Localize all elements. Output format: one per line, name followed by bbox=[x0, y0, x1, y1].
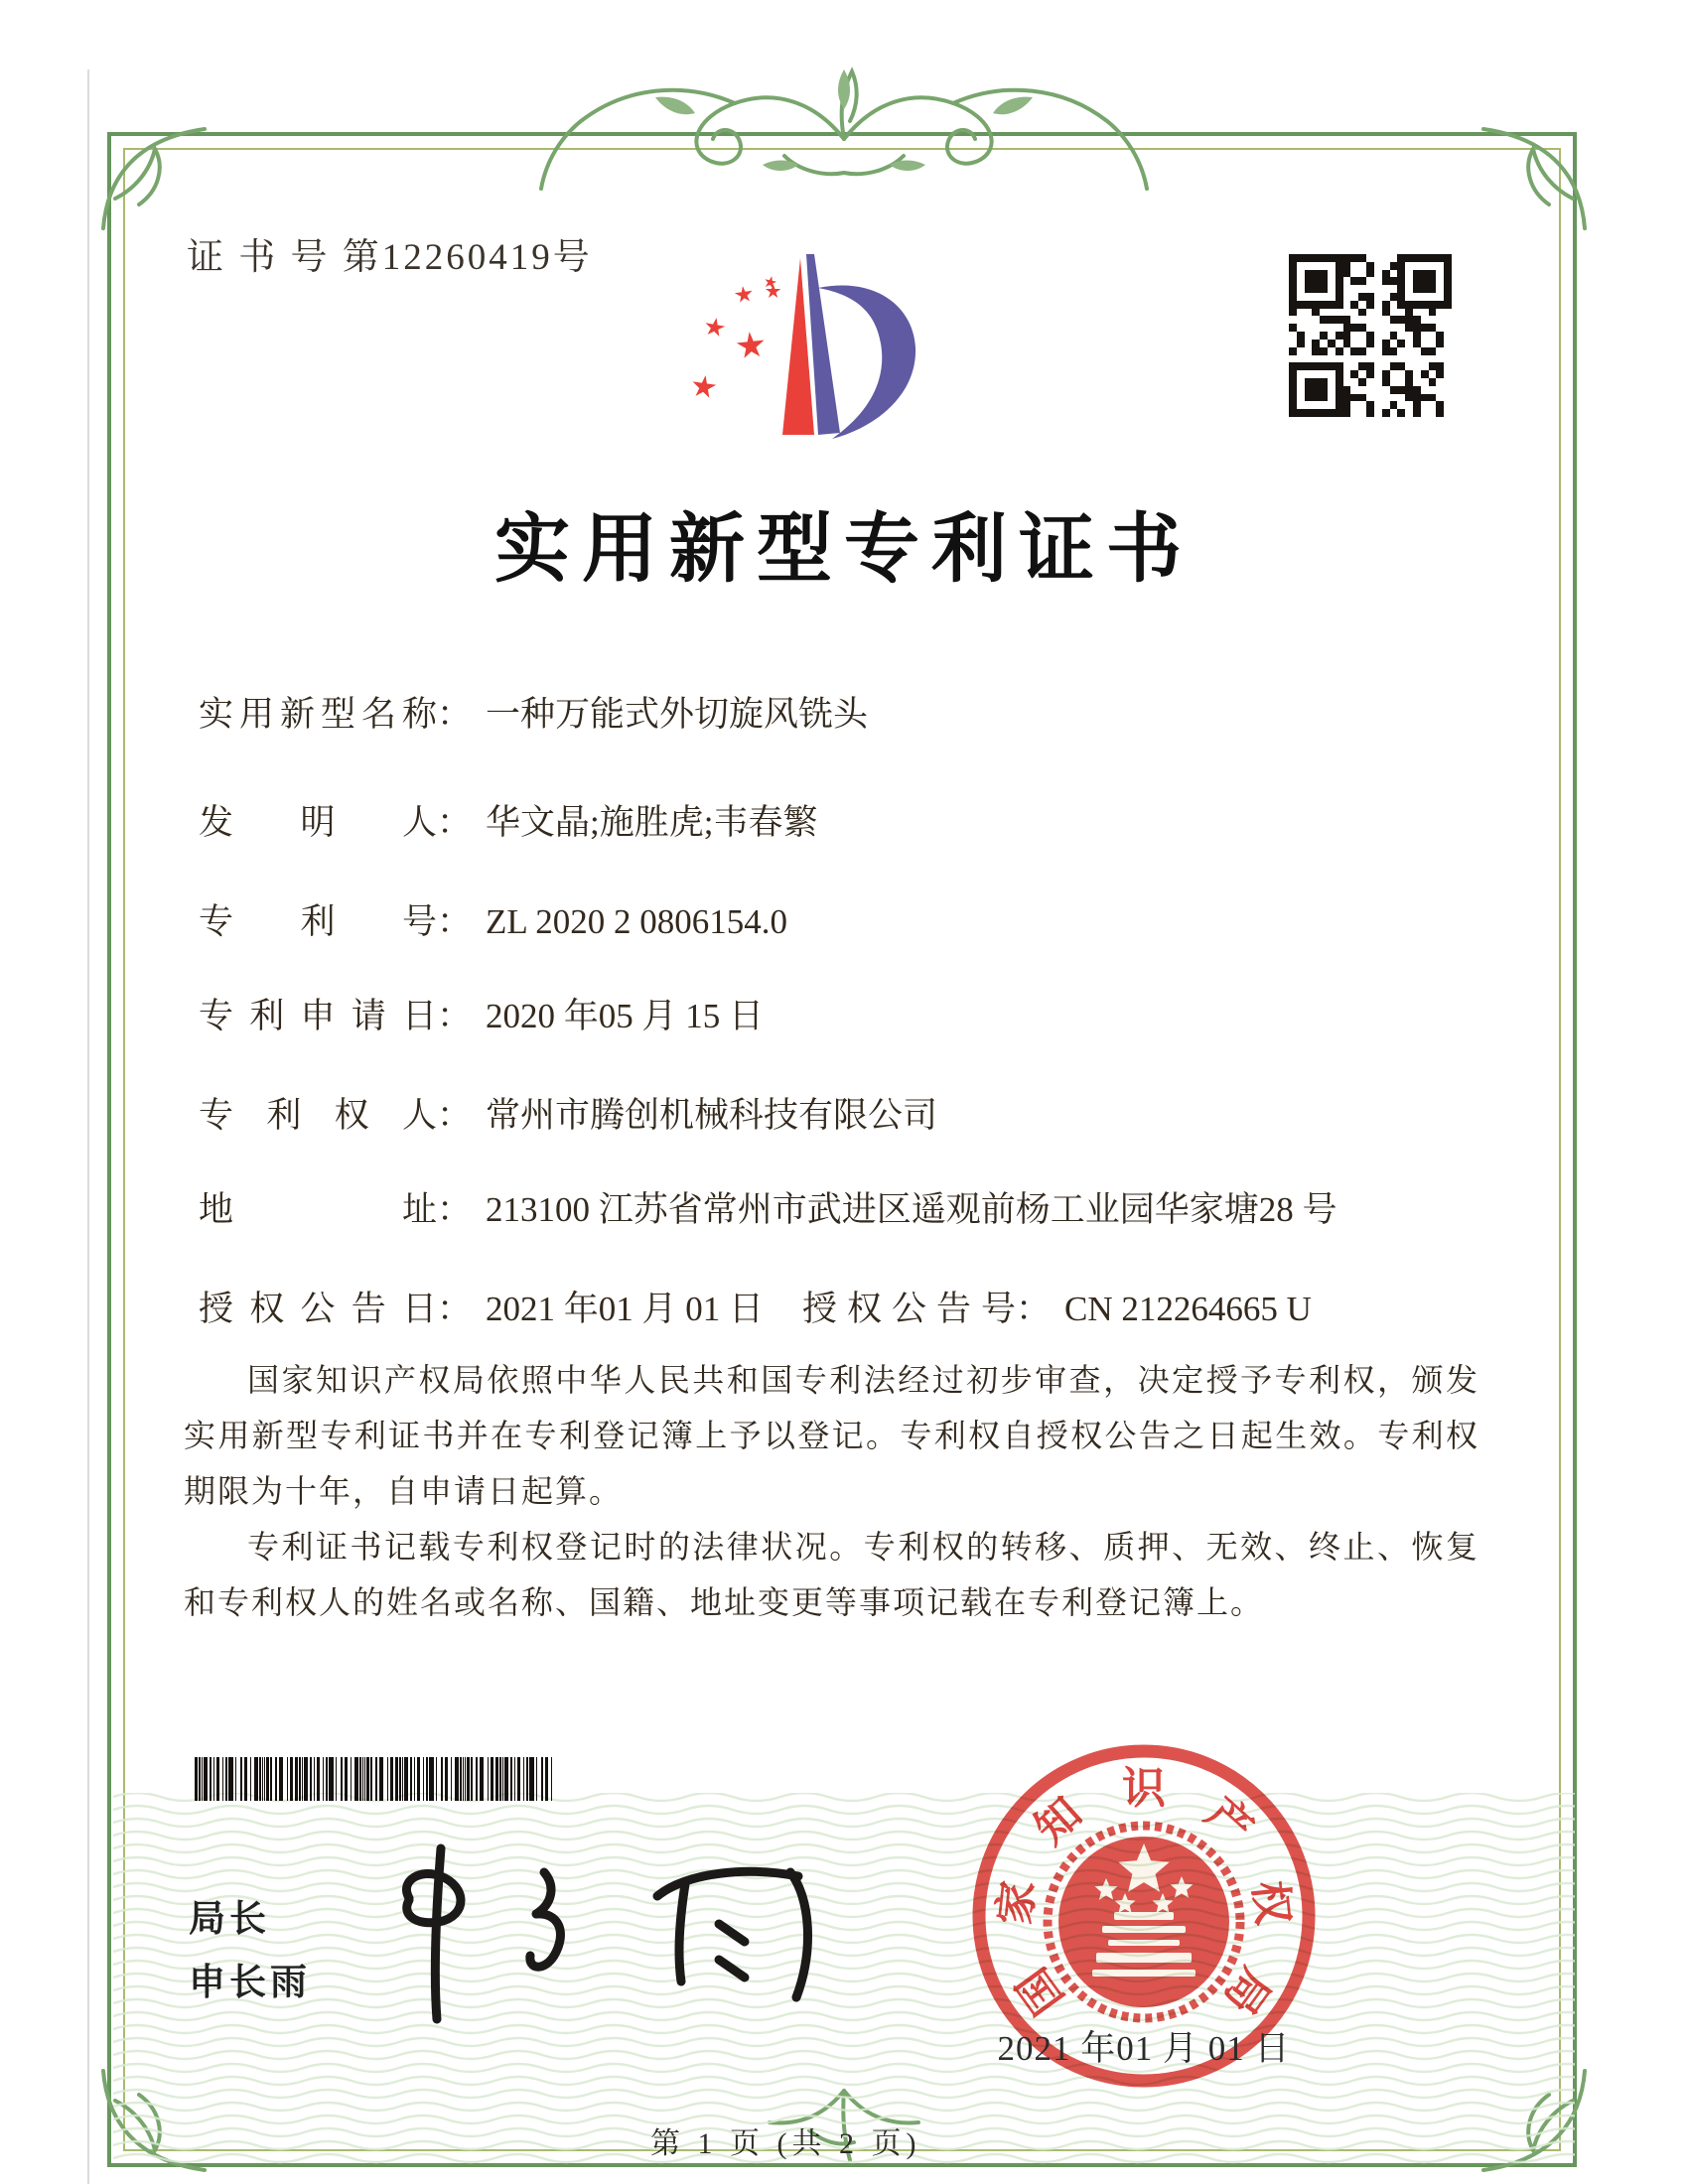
field-colon: ： bbox=[1016, 1290, 1052, 1328]
commissioner-name: 申长雨 bbox=[189, 1962, 311, 2002]
legal-paragraph-2: 专利证书记载专利权登记时的法律状况。专利权的转移、质押、无效、终止、恢复和专利权人的姓名或名称、国籍、地址变更等事项记载在专利登记簿上。 bbox=[184, 1529, 1479, 1620]
guilloche-wave-pattern bbox=[113, 1793, 1575, 2166]
field-row-patentee bbox=[199, 1088, 937, 1138]
seal-char: 产 bbox=[1196, 1788, 1262, 1854]
field-row-address bbox=[199, 1182, 1337, 1232]
seal-char: 识 bbox=[1122, 1764, 1166, 1813]
page-number-footer: 第 1 页 (共 2 页) bbox=[650, 2127, 921, 2160]
grant-number-cell bbox=[802, 1282, 1312, 1331]
field-colon: ： bbox=[437, 803, 473, 842]
field-label: 授权公告日 bbox=[199, 1290, 437, 1328]
field-colon: ： bbox=[437, 902, 473, 941]
seal-char: 国 bbox=[1008, 1959, 1073, 2023]
field-colon: ： bbox=[437, 1190, 473, 1229]
qr-code bbox=[1289, 254, 1452, 417]
field-row-patent-number bbox=[199, 894, 787, 944]
field-label: 专利号 bbox=[199, 902, 437, 941]
field-label: 地址 bbox=[199, 1190, 437, 1229]
legal-paragraph-1: 国家知识产权局依照中华人民共和国专利法经过初步审查，决定授予专利权，颁发实用新型专利证书并在专利登记簿上予以登记。专利权自授权公告之日起生效。专利权期限为十年，自申请日起算。 bbox=[184, 1362, 1479, 1509]
field-label: 发明人 bbox=[199, 803, 437, 842]
field-label: 专利权人 bbox=[199, 1096, 437, 1135]
commissioner-signature bbox=[369, 1821, 836, 2034]
field-label: 授权公告号 bbox=[802, 1290, 1016, 1328]
field-colon: ： bbox=[437, 997, 473, 1035]
seal-char: 家 bbox=[990, 1878, 1044, 1928]
field-colon: ： bbox=[437, 1290, 473, 1328]
commissioner-title: 局长 bbox=[189, 1898, 270, 1939]
seal-date: 2021 年01 月 01 日 bbox=[997, 2029, 1291, 2068]
field-row-utility-model-name bbox=[199, 687, 868, 737]
certificate-title: 实用新型专利证书 bbox=[494, 508, 1194, 592]
seal-char: 权 bbox=[1244, 1878, 1298, 1928]
seal-char: 知 bbox=[1026, 1788, 1091, 1854]
legal-text-block bbox=[184, 1352, 1479, 1630]
field-label: 专利申请日 bbox=[199, 997, 437, 1035]
field-value: 2021 年01 月 01 日 bbox=[486, 1290, 765, 1328]
field-colon: ： bbox=[437, 695, 473, 734]
certificate-number: 证 书 号 第12260419号 bbox=[187, 237, 593, 278]
field-row-filing-date bbox=[199, 989, 764, 1038]
field-row-inventors bbox=[199, 795, 817, 845]
field-value: CN 212264665 U bbox=[1064, 1290, 1312, 1328]
field-row-grant bbox=[199, 1282, 1489, 1331]
field-value: ZL 2020 2 0806154.0 bbox=[486, 902, 787, 941]
seal-char: 局 bbox=[1214, 1959, 1280, 2023]
cnipa-logo-icon bbox=[683, 246, 931, 445]
field-value: 华文晶;施胜虎;韦春繁 bbox=[486, 803, 818, 842]
field-value: 2020 年05 月 15 日 bbox=[486, 997, 765, 1035]
field-colon: ： bbox=[437, 1096, 473, 1135]
scan-edge-line bbox=[87, 69, 89, 2184]
barcode bbox=[195, 1757, 560, 1801]
field-value: 一种万能式外切旋风铣头 bbox=[486, 695, 869, 734]
field-value: 213100 江苏省常州市武进区遥观前杨工业园华家塘28 号 bbox=[486, 1190, 1337, 1229]
field-label: 实用新型名称 bbox=[199, 695, 437, 734]
field-value: 常州市腾创机械科技有限公司 bbox=[486, 1096, 938, 1135]
